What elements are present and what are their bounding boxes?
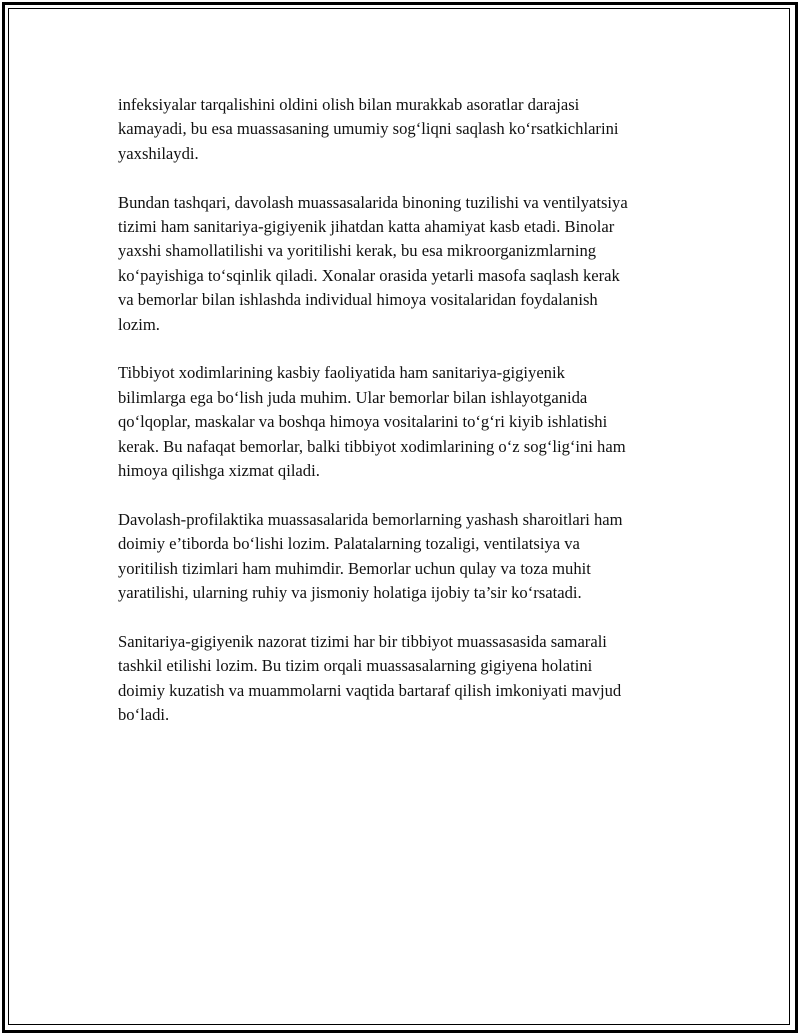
paragraph-line: tashkil etilishi lozim. Bu tizim orqali muassasalarning gigiyena holatini bbox=[118, 656, 593, 676]
paragraph-line: va bemorlar bilan ishlashda individual himoya vositalaridan foydalanish bbox=[118, 290, 598, 310]
paragraph-line: lozim. bbox=[118, 314, 160, 334]
paragraph-4 bbox=[118, 508, 698, 606]
paragraph-3 bbox=[118, 361, 698, 483]
paragraph-line: tizimi ham sanitariya-gigiyenik jihatdan katta ahamiyat kasb etadi. Binolar bbox=[118, 217, 615, 237]
document-body bbox=[118, 93, 698, 752]
paragraph-1 bbox=[118, 93, 698, 166]
paragraph-line: yoritilish tizimlari ham muhimdir. Bemorlar uchun qulay va toza muhit bbox=[118, 558, 591, 578]
paragraph-line: Tibbiyot xodimlarining kasbiy faoliyatida ham sanitariya-gigiyenik bbox=[118, 363, 565, 383]
paragraph-line: bo‘ladi. bbox=[118, 705, 170, 725]
paragraph-line: Davolash-profilaktika muassasalarida bemorlarning yashash sharoitlari ham bbox=[118, 509, 623, 529]
paragraph-5 bbox=[118, 630, 698, 728]
paragraph-line: bilimlarga ega bo‘lish juda muhim. Ular bemorlar bilan ishlayotganida bbox=[118, 387, 588, 407]
paragraph-2 bbox=[118, 191, 698, 337]
paragraph-line: qo‘lqoplar, maskalar va boshqa himoya vositalarini to‘g‘ri kiyib ishlatishi bbox=[118, 412, 608, 432]
paragraph-line: doimiy kuzatish va muammolarni vaqtida bartaraf qilish imkoniyati mavjud bbox=[118, 680, 622, 700]
paragraph-line: yaxshilaydi. bbox=[118, 143, 199, 163]
paragraph-line: kerak. Bu nafaqat bemorlar, balki tibbiyot xodimlarining o‘z sog‘lig‘ini ham bbox=[118, 436, 626, 456]
paragraph-line: himoya qilishga xizmat qiladi. bbox=[118, 461, 320, 481]
paragraph-line: kamayadi, bu esa muassasaning umumiy sog‘liqni saqlash ko‘rsatkichlarini bbox=[118, 119, 619, 139]
paragraph-line: Sanitariya-gigiyenik nazorat tizimi har bir tibbiyot muassasasida samarali bbox=[118, 631, 607, 651]
paragraph-line: infeksiyalar tarqalishini oldini olish bilan murakkab asoratlar darajasi bbox=[118, 95, 580, 114]
paragraph-line: Bundan tashqari, davolash muassasalarida binoning tuzilishi va ventilyatsiya bbox=[118, 192, 628, 212]
paragraph-line: ko‘payishiga to‘sqinlik qiladi. Xonalar orasida yetarli masofa saqlash kerak bbox=[118, 265, 620, 285]
paragraph-line: yaratilishi, ularning ruhiy va jismoniy holatiga ijobiy ta’sir ko‘rsatadi. bbox=[118, 583, 582, 603]
paragraph-line: doimiy e’tiborda bo‘lishi lozim. Palatalarning tozaligi, ventilatsiya va bbox=[118, 534, 580, 554]
paragraph-line: yaxshi shamollatilishi va yoritilishi kerak, bu esa mikroorganizmlarning bbox=[118, 241, 597, 261]
